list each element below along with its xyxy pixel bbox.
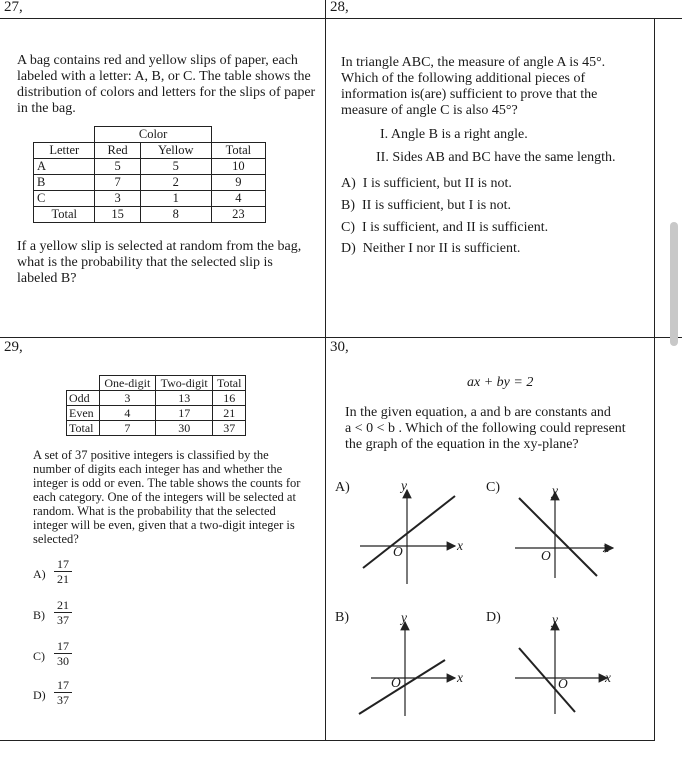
right-border [654,18,655,741]
q29-table: One-digit Two-digit Total Odd 3 13 16 Even 4 17 21 Total 7 30 37 [66,375,246,436]
table-row: Odd 3 13 16 [67,391,246,406]
table-row: B 7 2 9 [34,175,266,191]
q30-graph-c [505,478,625,588]
q28-choice-b[interactable]: B) II is sufficient, but I is not. [341,198,512,213]
bottom-border [0,740,655,741]
q30-b-origin: O [391,675,401,690]
q29-choice-c[interactable]: C) [33,649,45,663]
q27-number: 27, [4,0,23,15]
table-row: Total 15 8 23 [34,207,266,223]
q28-statement-1: I. Angle B is a right angle. [380,127,528,142]
q29-choice-a[interactable]: A) [33,567,46,581]
q30-d-x-label: x [605,670,611,685]
q30-graph-a [355,478,475,588]
q28-prompt: In triangle ABC, the measure of angle A is 45°. Which of the following additional pieces of information is(are) sufficient to prove that the measure of angle C is also 45°? [341,55,606,118]
q30-a-origin: O [393,544,403,559]
q30-choice-b[interactable]: B) [335,610,349,625]
q29-choice-d-fraction: $\frac{17}{37}$ [54,678,72,707]
q30-choice-a[interactable]: A) [335,480,350,495]
q30-b-y-label: y [401,610,407,625]
table-row: C 3 1 4 [34,191,266,207]
q30-c-y-label: y [552,483,558,498]
q29-choice-d[interactable]: D) [33,688,46,702]
q29-choice-c-fraction: $\frac{17}{30}$ [54,639,72,668]
q30-choice-d[interactable]: D) [486,610,501,625]
table-row: Total 7 30 37 [67,421,246,436]
q30-a-x-label: x [457,538,463,553]
table-row: A 5 5 10 [34,159,266,175]
q28-choice-d[interactable]: D) Neither I nor II is sufficient. [341,241,521,256]
q30-d-y-label: y [552,612,558,627]
q30-d-origin: O [558,676,568,691]
q28-choice-a[interactable]: A) I is sufficient, but II is not. [341,176,512,191]
q30-choice-c[interactable]: C) [486,480,500,495]
q29-prompt: A set of 37 positive integers is classified by the number of digits each integer has and whether the integer is odd or even. The table shows the counts for each category. One of the integers will be selected at random. What is the probability that the selected integer will be even, given that a two-digit integer is selected? [33,448,301,546]
q29-number: 29, [4,339,23,355]
q30-graph-d [505,608,625,718]
q30-c-origin: O [541,548,551,563]
table-row: Even 4 17 21 [67,406,246,421]
q30-graph-b [355,608,475,718]
q30-number: 30, [330,339,349,355]
q29-choice-b[interactable]: B) [33,608,45,622]
middle-divider [0,337,682,338]
q27-prompt: A bag contains red and yellow slips of paper, each labeled with a letter: A, B, or C. The table shows the distribution of colors and letters for the slips of paper in the bag. [17,53,316,116]
q30-c-x-label: x [603,540,609,555]
q27-question: If a yellow slip is selected at random from the bag, what is the probability that the selected slip is labeled B? [17,239,302,286]
q30-prompt: In the given equation, a and b are constants and a < 0 < b . Which of the following could represent the graph of the equation in the xy-plane? [345,405,626,452]
q27-table: Color Letter Red Yellow Total A 5 5 10 B 7 2 9 C 3 1 4 Total 15 8 23 [33,126,266,223]
q28-statement-2: II. Sides AB and BC have the same length. [376,150,616,165]
q28-choice-c[interactable]: C) I is sufficient, and II is sufficient. [341,220,549,235]
top-border [0,18,682,19]
q30-b-x-label: x [457,670,463,685]
q30-equation: ax + by = 2 [467,375,534,390]
q29-choice-a-fraction: $\frac{17}{21}$ [54,557,72,586]
scrollbar-thumb[interactable] [670,222,678,346]
vertical-divider [325,0,326,741]
q28-number: 28, [330,0,349,15]
q29-choice-b-fraction: $\frac{21}{37}$ [54,598,72,627]
q30-a-y-label: y [401,478,407,493]
